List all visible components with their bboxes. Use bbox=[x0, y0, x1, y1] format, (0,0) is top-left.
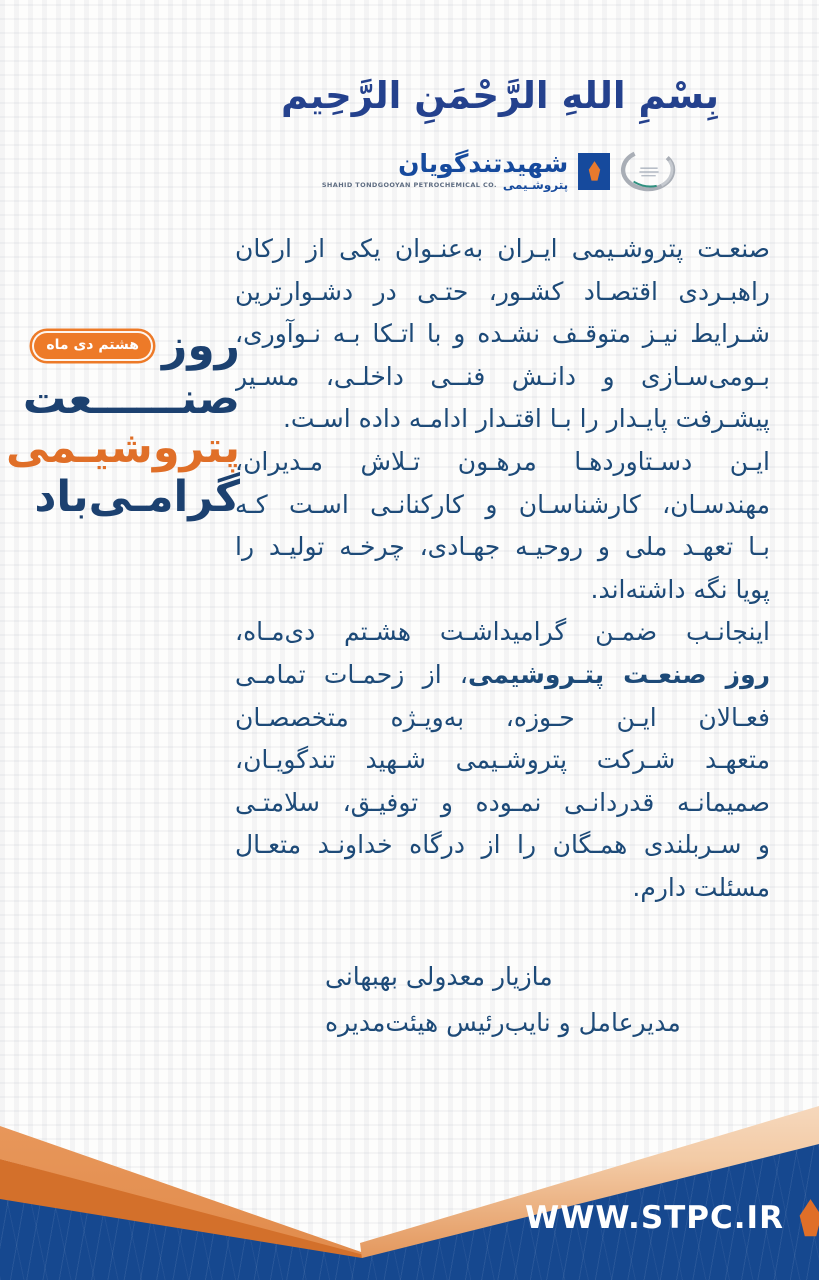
website-url: WWW.STPC.IR bbox=[525, 1200, 784, 1236]
body-line: صنعـت پتروشـیمی ایـران به‌عنـوان یکی از ارکان bbox=[235, 234, 770, 263]
logo-wordmark-fa: شهیدتندگویان bbox=[398, 148, 569, 178]
body-line-bold-segment: روز صنعـت پتـروشیمی bbox=[468, 659, 770, 689]
logo-square-mark bbox=[578, 153, 610, 190]
logo-company-en: SHAHID TONDGOOYAN PETROCHEMICAL CO. bbox=[321, 180, 497, 189]
company-logo bbox=[260, 144, 740, 198]
signature-block bbox=[325, 962, 681, 1037]
body-line: مسئلت دارم. bbox=[632, 872, 770, 902]
bismillah-calligraphy: بِسْمِ اللهِ الرَّحْمَنِ الرَّحِيم bbox=[280, 74, 720, 117]
drop-icon bbox=[587, 160, 602, 182]
circular-emblem-logo bbox=[620, 147, 678, 195]
footer bbox=[0, 1060, 819, 1280]
body-line: فعـالان ایـن حـوزه، به‌ویـژه متخصصـان bbox=[235, 702, 770, 732]
body-line: بـومی‌سـازی و دانـش فنــی داخلـی، مسـیر bbox=[235, 361, 770, 391]
signatory-title: مدیرعامل و نایب‌رئیس هیئت‌مدیره bbox=[325, 1008, 681, 1037]
logo-lockup bbox=[321, 148, 569, 192]
body-line: پویا نگه داشته‌اند. bbox=[590, 574, 770, 604]
logo-petrochemical-fa: پتروشـیمی bbox=[502, 177, 569, 192]
headline-sanat: صنــــــعت bbox=[22, 374, 240, 424]
body-line-emphasis bbox=[235, 654, 770, 697]
headline-rooz: روز bbox=[161, 320, 240, 371]
body-line: ایـن دسـتاوردهـا مرهـون تـلاش مـدیران، bbox=[235, 446, 770, 476]
message-body bbox=[235, 228, 770, 910]
date-badge: هشتم دی ماه bbox=[32, 331, 153, 361]
body-line: و سـربلندی همـگان را از درگاه خداونـد متعـال bbox=[235, 830, 770, 860]
body-line: اینجانـب ضمـن گرامیداشـت هشـتم دی‌مـاه، bbox=[235, 617, 770, 647]
body-line: شـرایط نیـز متوقـف نشـده و با اتـکا بـه نـوآوری، bbox=[235, 319, 770, 349]
body-line-rest-segment: ، از زحمـات تمامـی bbox=[235, 659, 469, 689]
headline-row-date bbox=[30, 322, 240, 370]
body-line: مهندسـان، کارشناسـان و کارکنانـی اسـت کـه bbox=[235, 489, 770, 519]
body-line: بـا تعهـد ملی و روحیـه جهـادی، چرخـه تولیـد را bbox=[235, 532, 770, 562]
headline bbox=[5, 320, 240, 522]
signatory-name: مازیار معدولی بهبهانی bbox=[325, 962, 553, 991]
body-line: متعهـد شـرکت پتروشـیمی شـهید تندگویـان، bbox=[235, 745, 770, 775]
logo-subrow bbox=[322, 179, 568, 192]
headline-petroshimi: پتروشیـمی bbox=[5, 423, 240, 473]
body-line: راهبـردی اقتصـاد کشـور، حتـی در دشـوارترین bbox=[235, 276, 770, 306]
body-line: پیشـرفت پایـدار را بـا اقتـدار ادامـه داده اسـت. bbox=[282, 404, 770, 434]
headline-gerami-bad: گرامـی‌باد bbox=[34, 472, 240, 522]
website-row bbox=[525, 1198, 819, 1238]
body-line: صمیمانـه قدردانـی نمـوده و توفیـق، سلامتـی bbox=[235, 787, 770, 817]
drop-icon bbox=[796, 1198, 819, 1238]
